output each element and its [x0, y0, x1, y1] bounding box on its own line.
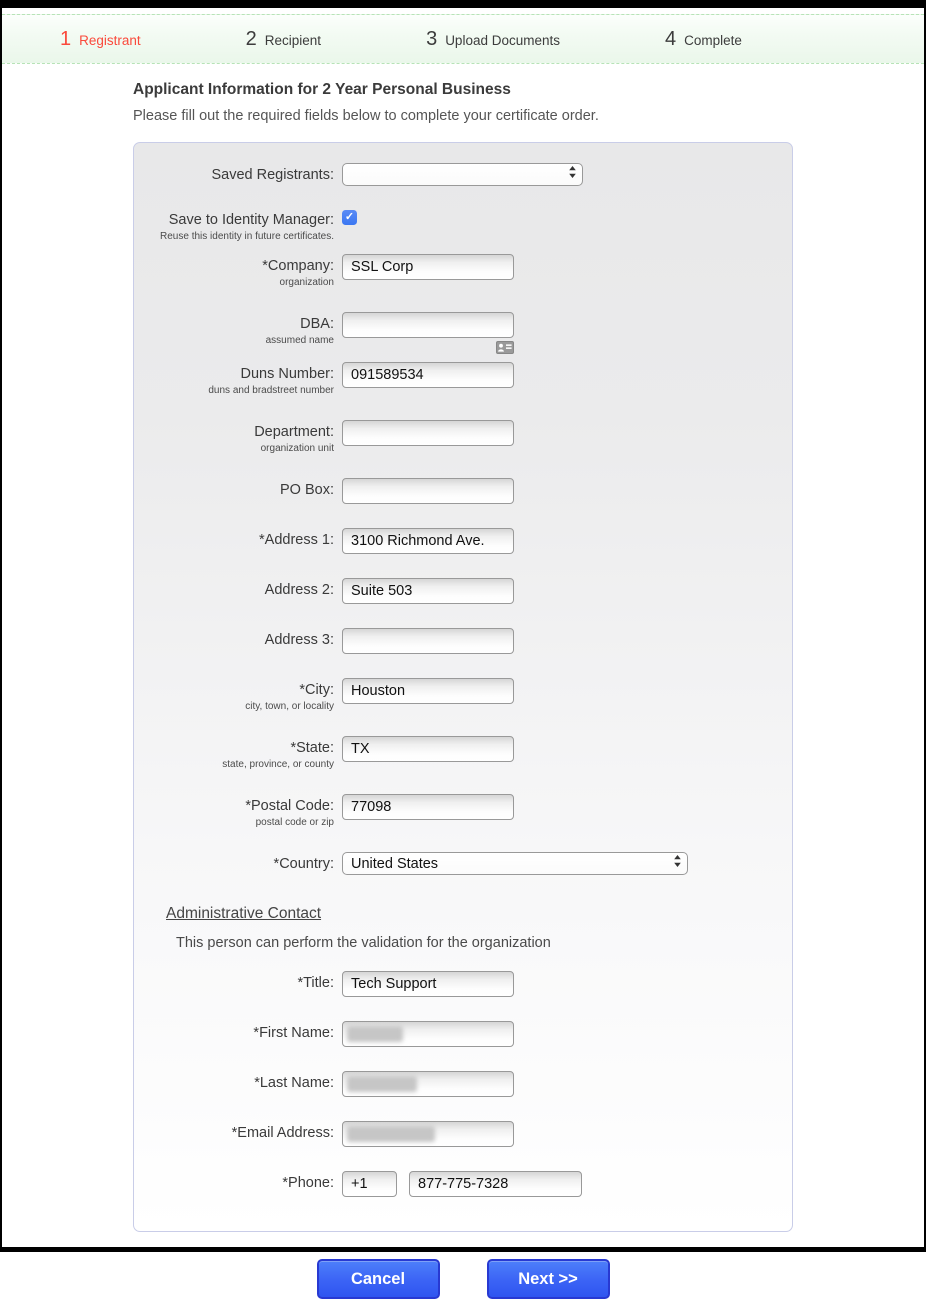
form-actions	[133, 1259, 793, 1299]
state-input[interactable]	[342, 736, 514, 762]
field-row-duns	[134, 362, 792, 396]
field-row-company	[134, 254, 792, 288]
contact-card-icon[interactable]	[496, 341, 514, 355]
applicant-form-panel	[133, 142, 793, 1232]
address3-label: Address 3:	[264, 632, 334, 648]
address2-label: Address 2:	[264, 582, 334, 598]
checkmark-icon: ✓	[344, 211, 355, 223]
company-label: *Company:	[262, 258, 334, 274]
select-arrows-icon	[568, 165, 577, 184]
step-number: 2	[245, 27, 257, 50]
step-number: 1	[60, 27, 72, 50]
step-label: Registrant	[79, 32, 141, 48]
address2-input[interactable]	[342, 578, 514, 604]
field-row-last-name	[134, 1071, 792, 1097]
step-label: Recipient	[264, 32, 322, 48]
field-row-email	[134, 1121, 792, 1147]
next-button[interactable]: Next >>	[487, 1259, 610, 1299]
po-box-label: PO Box:	[280, 482, 334, 498]
page-subtitle: Please fill out the required fields below to complete your certificate order.	[133, 108, 599, 124]
step-label: Upload Documents	[445, 32, 560, 48]
redacted-value	[347, 1026, 403, 1042]
city-label: *City:	[299, 682, 334, 698]
field-row-save-identity	[134, 208, 792, 242]
select-arrows-icon	[673, 854, 682, 873]
country-select[interactable]	[342, 852, 688, 875]
saved-registrants-label: Saved Registrants:	[211, 167, 334, 183]
step-number: 3	[426, 27, 438, 50]
field-row-department	[134, 420, 792, 454]
field-row-city	[134, 678, 792, 712]
step-complete[interactable]	[665, 28, 742, 51]
redacted-value	[347, 1076, 417, 1092]
country-label: *Country:	[273, 856, 334, 872]
state-label: *State:	[290, 740, 334, 756]
saved-registrants-select[interactable]	[342, 163, 583, 186]
step-number: 4	[665, 27, 677, 50]
field-row-title	[134, 971, 792, 997]
dba-input[interactable]	[342, 312, 514, 338]
city-input[interactable]	[342, 678, 514, 704]
field-row-dba	[134, 312, 792, 355]
field-row-po-box	[134, 478, 792, 504]
address1-input[interactable]	[342, 528, 514, 554]
field-row-state	[134, 736, 792, 770]
admin-contact-description: This person can perform the validation for the organization	[176, 935, 551, 951]
dba-label: DBA:	[300, 316, 334, 332]
address1-label: *Address 1:	[259, 532, 334, 548]
duns-sublabel: duns and bradstreet number	[208, 385, 334, 396]
step-recipient[interactable]	[246, 28, 321, 51]
save-identity-label: Save to Identity Manager:	[168, 212, 334, 228]
state-sublabel: state, province, or county	[222, 759, 334, 770]
first-name-label: *First Name:	[253, 1025, 334, 1041]
title-label: *Title:	[297, 975, 334, 991]
field-row-address1	[134, 528, 792, 554]
step-label: Complete	[684, 32, 742, 48]
phone-label: *Phone:	[282, 1175, 334, 1191]
cancel-button[interactable]: Cancel	[317, 1259, 440, 1299]
field-row-address3	[134, 628, 792, 654]
page-title: Applicant Information for 2 Year Personal Business	[133, 81, 511, 98]
dba-sublabel: assumed name	[265, 335, 334, 346]
field-row-address2	[134, 578, 792, 604]
postal-code-input[interactable]	[342, 794, 514, 820]
step-upload-documents[interactable]	[426, 28, 560, 51]
department-label: Department:	[254, 424, 334, 440]
po-box-input[interactable]	[342, 478, 514, 504]
save-identity-checkbox[interactable]	[342, 210, 357, 225]
postal-code-label: *Postal Code:	[245, 798, 334, 814]
step-registrant[interactable]	[60, 28, 141, 51]
title-input[interactable]	[342, 971, 514, 997]
city-sublabel: city, town, or locality	[245, 701, 334, 712]
phone-country-code-input[interactable]	[342, 1171, 397, 1197]
email-label: *Email Address:	[231, 1125, 334, 1141]
field-row-phone	[134, 1171, 792, 1197]
field-row-postal-code	[134, 794, 792, 828]
department-input[interactable]	[342, 420, 514, 446]
company-sublabel: organization	[279, 277, 334, 288]
phone-number-input[interactable]	[409, 1171, 582, 1197]
field-row-saved-registrants	[134, 163, 792, 186]
field-row-country	[134, 852, 792, 875]
address3-input[interactable]	[342, 628, 514, 654]
postal-code-sublabel: postal code or zip	[255, 817, 334, 828]
duns-label: Duns Number:	[240, 366, 334, 382]
progress-stepper	[2, 14, 924, 64]
redacted-value	[347, 1126, 435, 1142]
last-name-label: *Last Name:	[254, 1075, 334, 1091]
department-sublabel: organization unit	[260, 443, 334, 454]
save-identity-sublabel: Reuse this identity in future certificates.	[160, 231, 334, 242]
country-value: United States	[351, 855, 439, 872]
duns-input[interactable]	[342, 362, 514, 388]
admin-contact-heading: Administrative Contact	[166, 905, 322, 922]
company-input[interactable]	[342, 254, 514, 280]
field-row-first-name	[134, 1021, 792, 1047]
